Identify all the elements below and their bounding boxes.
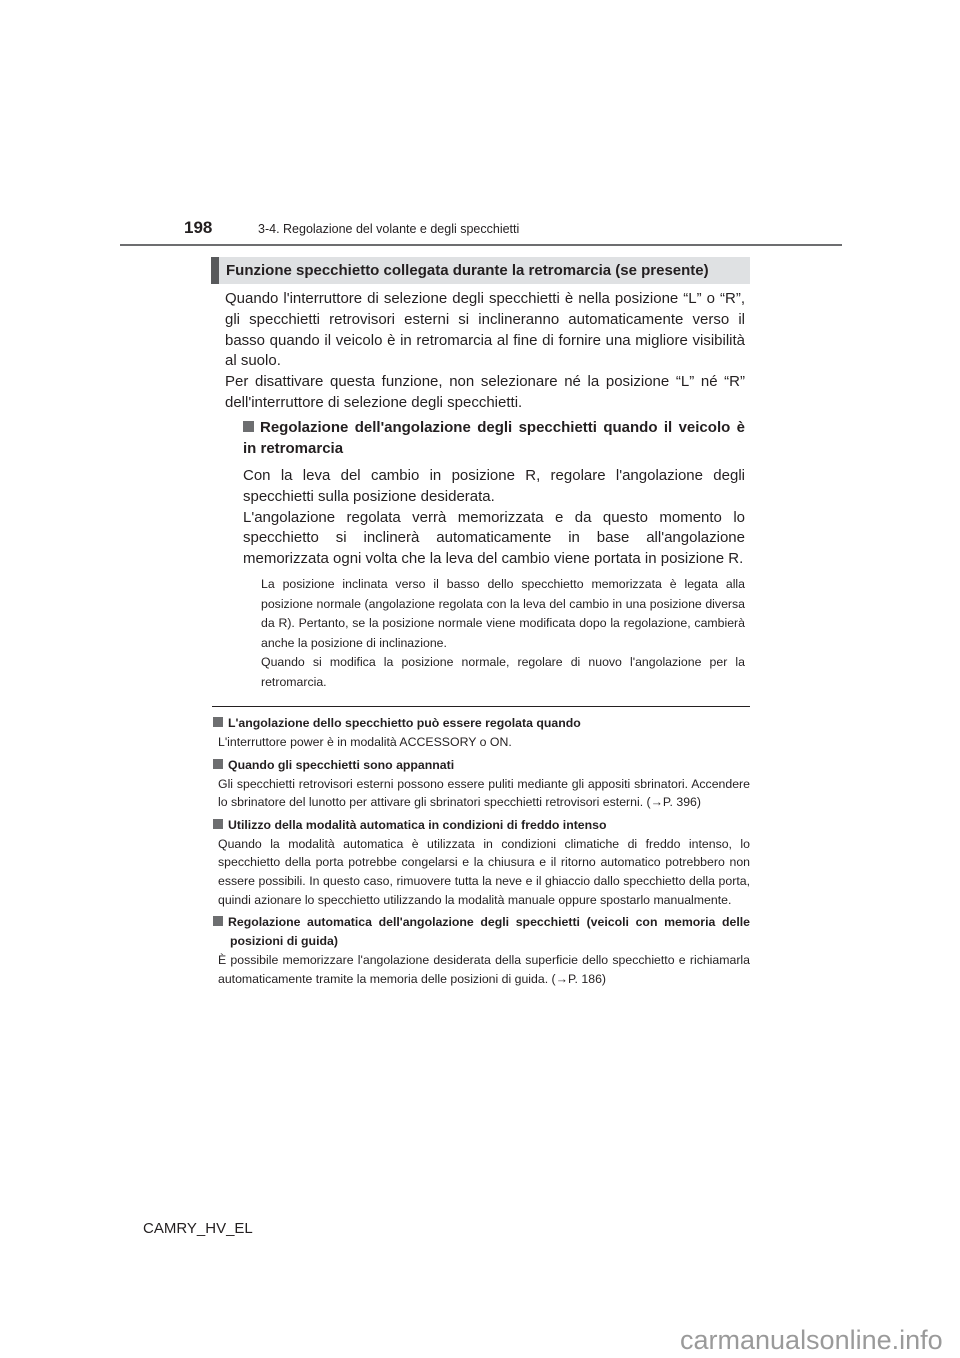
subsection-paragraph: Con la leva del cambio in posizione R, regolare l'angolazione degli specchietti sulla posizione desiderata.: [243, 467, 745, 505]
info-list: [213, 714, 750, 992]
subsection-heading: [243, 418, 745, 460]
intro-paragraph-2: Per disattivare questa funzione, non selezionare né la posizione “L” né “R” dell'interruttore di selezione degli specchietti.: [225, 373, 745, 411]
intro-text: [225, 289, 745, 414]
intro-paragraph: Quando l'interruttore di selezione degli specchietti è nella posizione “L” o “R”, gli specchietti retrovisori esterni si inclineranno automaticamente verso il basso quando il veicolo è in retromarcia al fine di fornire una migliore visibilità al suolo.: [225, 290, 745, 370]
square-bullet-icon: [213, 717, 223, 727]
info-title: Quando gli specchietti sono appannati: [228, 757, 455, 772]
info-item: [213, 816, 750, 909]
info-item: [213, 756, 750, 812]
info-body: È possibile memorizzare l'angolazione desiderata della superficie dello specchietto e richiamarla automaticamente tramite la memoria delle posizioni di guida. (→P. 186): [218, 953, 750, 986]
info-title: L'angolazione dello specchietto può essere regolata quando: [228, 716, 581, 730]
info-item: [213, 913, 750, 988]
note: [261, 575, 745, 692]
info-body: Gli specchietti retrovisori esterni possono essere puliti mediante gli appositi sbrinatori. Accendere lo sbrinatore del lunotto per attivare gli sbrinatori specchietti retrovisori esterni. (→P. 396): [218, 776, 750, 810]
square-bullet-icon: [213, 819, 223, 829]
info-body: L'interruttore power è in modalità ACCESSORY o ON.: [218, 735, 512, 749]
subsection-body: [243, 466, 745, 570]
info-body: Quando la modalità automatica è utilizzata in condizioni climatiche di freddo intenso, lo specchietto della porta potrebbe congelarsi e la chiusura e il ritorno automatico potrebbero non essere possibili. In questo caso, rimuovere tutta la neve e il ghiaccio dallo specchietto della porta, quindi azionare lo specchietto utilizzando la modalità manuale oppure spostarlo manualmente.: [218, 836, 750, 907]
footer-model: CAMRY_HV_EL: [143, 1220, 253, 1237]
note-paragraph-2: Quando si modifica la posizione normale, regolare di nuovo l'angolazione per la retromarcia.: [261, 655, 745, 689]
info-item: [213, 714, 750, 752]
square-bullet-icon: [213, 759, 223, 769]
watermark: carmanualsonline.info: [680, 1325, 943, 1355]
subsection-title: Regolazione dell'angolazione degli specchietti quando il veicolo è in retromarcia: [243, 419, 745, 457]
subsection-paragraph-2: L'angolazione regolata verrà memorizzata e da questo momento lo specchietto si inclinerà automaticamente in base all'angolazione memorizzata ogni volta che la leva del cambio viene portata in posizione R.: [243, 508, 745, 568]
chapter-title: 3-4. Regolazione del volante e degli specchietti: [258, 222, 520, 236]
note-paragraph: La posizione inclinata verso il basso dello specchietto memorizzata è legata alla posizione normale (angolazione regolata con la leva del cambio in una posizione diversa da R). Pertanto, se la posizione normale viene modificata dopo la regolazione, cambierà anche la posizione di inclinazione.: [261, 577, 745, 650]
info-title: Utilizzo della modalità automatica in condizioni di freddo intenso: [228, 817, 607, 832]
info-divider: [212, 706, 750, 707]
info-title: Regolazione automatica dell'angolazione degli specchietti (veicoli con memoria delle posizioni di guida): [228, 915, 750, 949]
header-rule: [120, 244, 842, 246]
square-bullet-icon: [213, 916, 223, 926]
section-title: Funzione specchietto collegata durante la retromarcia (se presente): [226, 262, 709, 279]
section-heading-bar: [211, 257, 219, 284]
square-bullet-icon: [243, 421, 254, 432]
page-number: 198: [184, 218, 213, 237]
